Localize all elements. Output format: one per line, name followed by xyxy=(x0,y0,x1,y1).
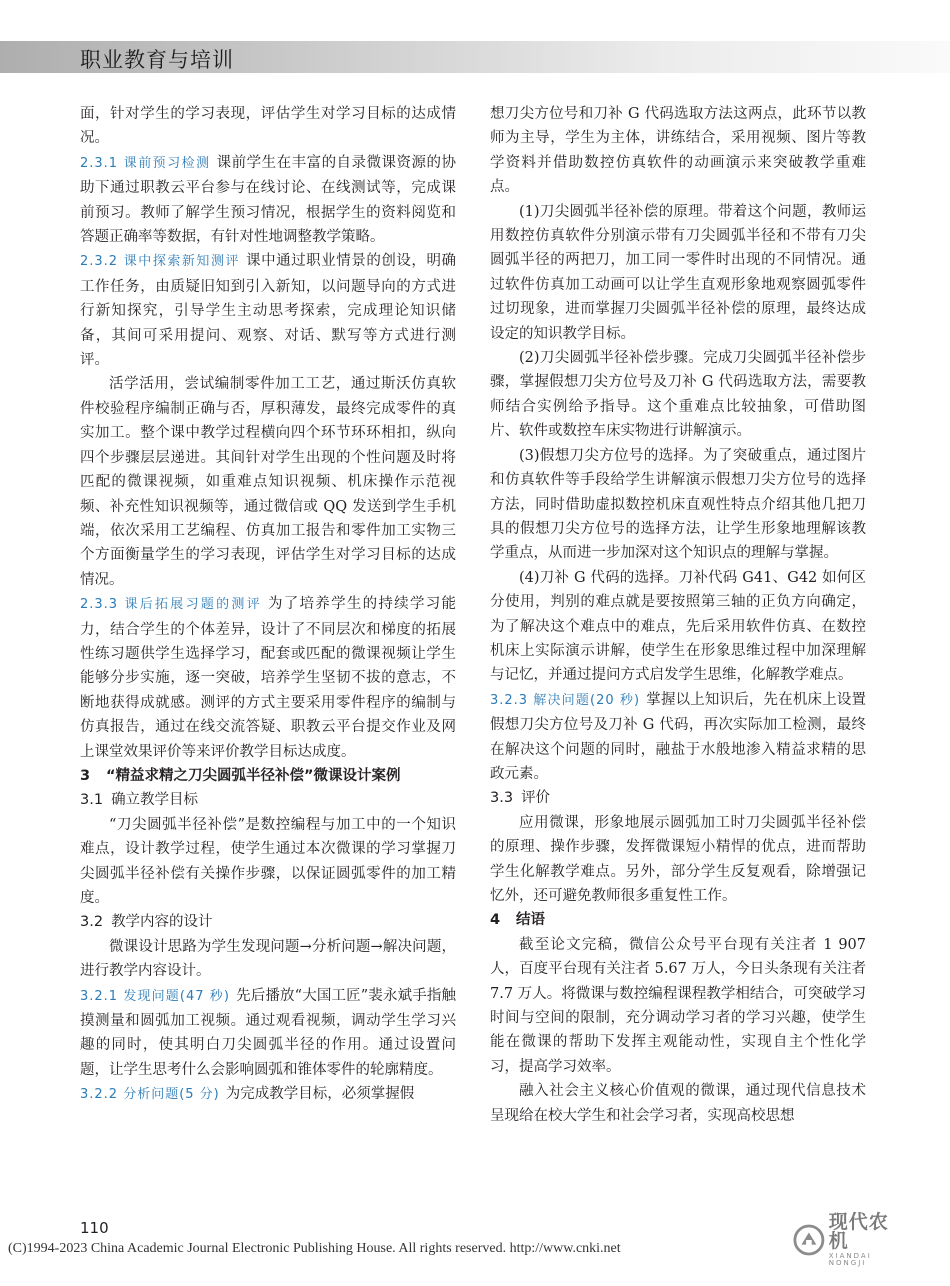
subsection xyxy=(80,984,456,1083)
subsection-heading: 2.3.2 课中探索新知测评 xyxy=(80,254,241,270)
page-number: 110 xyxy=(80,1219,109,1237)
logo-text-en: XIANDAI NONGJI xyxy=(828,1252,872,1267)
section-heading xyxy=(80,764,456,788)
subsection xyxy=(80,592,456,764)
paragraph: 活学活用，尝试编制零件加工工艺，通过斯沃仿真软件校验程序编制正确与否，厚积薄发，最终完成零件的真实加工。整个课中教学过程横向四个环节环环相扣，纵向四个步骤层层递进。其间针对学生出现的个性问题及时将匹配的微课视频，如重难点知识视频、机床操作示范视频、补充性知识视频等，通过微信或 QQ 发送到学生手机端，依次采用工艺编程、仿真加工报告和零件加工实物三个方面衡量学生的学习表现，评估学生对学习目标的达成情况。 xyxy=(80,376,456,588)
section-title: 结语 xyxy=(516,912,545,929)
subsection-number: 3.3 xyxy=(490,790,514,807)
publisher-logo xyxy=(793,1211,908,1267)
subsection-text: 先后播放“大国工匠”裴永斌手指触摸测量和圆弧加工视频。通过观看视频，调动学生学习兴趣的同时，使其明白刀尖圆弧半径的作用。通过设置问题，让学生思考什么会影响圆弧和锥体零件的轮廓精度。 xyxy=(80,987,456,1078)
left-column xyxy=(80,102,456,1108)
subsection-heading: 2.3.3 课后拓展习题的测评 xyxy=(80,597,262,613)
subsection-heading: 2.3.1 课前预习检测 xyxy=(80,155,211,171)
subsection-heading: 3.2.3 解决问题(20 秒) xyxy=(490,692,641,708)
subsection-number: 3.2 xyxy=(80,914,104,931)
copyright-notice: (C)1994-2023 China Academic Journal Electronic Publishing House. All rights reserved. http://www.cnki.net xyxy=(8,1241,621,1256)
paragraph: 微课设计思路为学生发现问题→分析问题→解决问题，进行教学内容设计。 xyxy=(80,938,456,980)
paragraph: 融入社会主义核心价值观的微课，通过现代信息技术呈现给在校大学生和社会学习者，实现高校思想 xyxy=(490,1083,866,1124)
paragraph: “刀尖圆弧半径补偿”是数控编程与加工中的一个知识难点，设计教学过程，使学生通过本次微课的学习掌握刀尖圆弧半径补偿有关操作步骤，以保证圆弧零件的加工精度。 xyxy=(80,816,456,906)
subsection xyxy=(490,688,866,787)
paragraph: (3)假想刀尖方位号的选择。为了突破重点，通过图片和仿真软件等手段给学生讲解演示假想刀尖方位号的选择方法，同时借助虚拟数控机床直观性特点介绍其他几把刀具的假想刀尖方位号的选择方法，让学生形象地理解该教学重点，从而进一步加深对这个知识点的理解与掌握。 xyxy=(490,447,866,562)
paragraph: 截至论文完稿，微信公众号平台现有关注者 1 907 人，百度平台现有关注者 5.67 万人，今日头条现有关注者 7.7 万人。将微课与数控编程课程教学相结合，可突破学习时间与空间的限制，充分调动学习者的学习兴趣，使学生能在微课的帮助下发挥主观能动性，实现自主个性化学习，提高学习效率。 xyxy=(490,936,866,1075)
section-heading xyxy=(490,908,866,932)
subsection xyxy=(80,249,456,372)
journal-title: 职业教育与培训 xyxy=(80,48,234,72)
subsection-number: 3.1 xyxy=(80,792,104,809)
logo-text-cn: 现代农机 xyxy=(828,1211,889,1252)
paragraph: 应用微课，形象地展示圆弧加工时刀尖圆弧半径补偿的原理、操作步骤，发挥微课短小精悍的优点，进而帮助学生化解教学难点。另外，部分学生反复观看，除增强记忆外，还可避免教师很多重复性工作。 xyxy=(490,814,866,904)
paragraph: (1)刀尖圆弧半径补偿的原理。带着这个问题，教师运用数控仿真软件分别演示带有刀尖圆弧半径和不带有刀尖圆弧半径的两把刀，加工同一零件时出现的不同情况。通过软件仿真加工动画可以让学生直观形象地观察圆弧零件过切现象，进而掌握刀尖圆弧半径补偿的原理，最终达成设定的知识教学目标。 xyxy=(490,203,866,342)
section-number: 3 xyxy=(80,767,91,784)
subsection-title-text: 评价 xyxy=(521,790,551,807)
section-number: 4 xyxy=(490,912,501,929)
paragraph: (2)刀尖圆弧半径补偿步骤。完成刀尖圆弧半径补偿步骤，掌握假想刀尖方位号及刀补 G 代码选取方法，需要教师结合实例给予指导。这个重难点比较抽象，可借助图片、软件或数控车床实物进行讲解演示。 xyxy=(490,350,866,440)
subsection-text: 课中通过职业情景的创设，明确工作任务，由质疑旧知到引入新知，以问题导向的方式进行新知探究，引导学生主动思考探索，完成理论知识储备，其间可采用提问、观察、对话、默写等方式进行测评。 xyxy=(80,253,456,369)
logo-icon xyxy=(793,1223,825,1257)
subsection-text: 为了培养学生的持续学习能力，结合学生的个体差异，设计了不同层次和梯度的拓展性练习题供学生选择学习，配套或匹配的微课视频让学生能够分步实施，逐一突破，培养学生坚韧不拔的意志，不断地获得成就感。测评的方式主要采用零件程序的编制与仿真报告，通过在线交流答疑、职教云平台提交作业及网上课堂效果评价等来评价教学目标达成度。 xyxy=(80,596,456,760)
subsection xyxy=(80,151,456,250)
paragraph: 面，针对学生的学习表现，评估学生对学习目标的达成情况。 xyxy=(80,106,456,147)
subsection-text: 课前学生在丰富的自录微课资源的协助下通过职教云平台参与在线讨论、在线测试等，完成课前预习。教师了解学生预习情况，根据学生的资料阅览和答题正确率等数据，有针对性地调整教学策略。 xyxy=(80,154,456,246)
subsection-title-text: 确立教学目标 xyxy=(111,792,199,809)
right-column xyxy=(490,102,866,1128)
subsection xyxy=(80,1082,456,1107)
subsection-heading: 3.2.1 发现问题(47 秒) xyxy=(80,988,230,1004)
subsection-title xyxy=(490,786,866,810)
subsection-heading: 3.2.2 分析问题(5 分) xyxy=(80,1087,220,1103)
paragraph: 想刀尖方位号和刀补 G 代码选取方法这两点，此环节以教师为主导，学生为主体，讲练结合，采用视频、图片等教学资料并借助数控仿真软件的动画演示来突破教学重难点。 xyxy=(490,106,866,196)
section-title: “精益求精之刀尖圆弧半径补偿”微课设计案例 xyxy=(106,767,401,784)
paragraph: (4)刀补 G 代码的选择。刀补代码 G41、G42 如何区分使用，判别的难点就是要按照第三轴的正负方向确定，为了解决这个难点中的难点，先后采用软件仿真、在数控机床上实际演示讲解，使学生在形象思维过程中加深理解与记忆，并通过提问方式启发学生思维，化解教学难点。 xyxy=(490,569,866,684)
subsection-title xyxy=(80,788,456,812)
subsection-title xyxy=(80,910,456,934)
subsection-title-text: 教学内容的设计 xyxy=(111,914,213,931)
subsection-text: 掌握以上知识后，先在机床上设置假想刀尖方位号及刀补 G 代码，再次实际加工检测，最终在解决这个问题的同时，融盐于水般地渗入精益求精的思政元素。 xyxy=(490,691,867,782)
subsection-text: 为完成教学目标，必须掌握假 xyxy=(225,1086,415,1103)
